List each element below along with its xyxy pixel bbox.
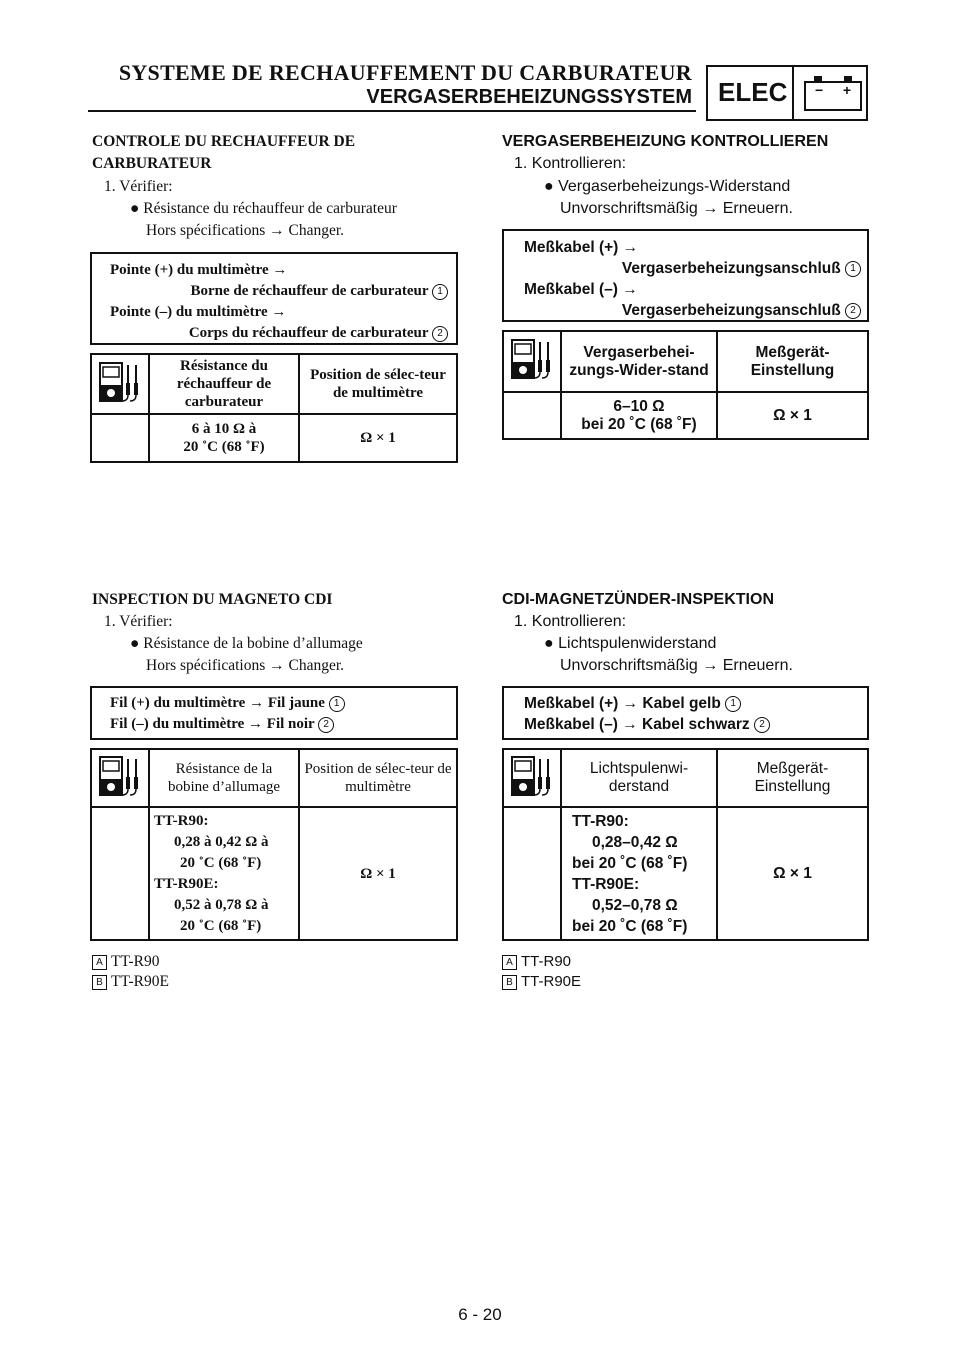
- bullet-item: ● Résistance du réchauffeur de carburateur: [130, 200, 397, 217]
- multimeter-icon: [503, 331, 561, 392]
- step-verify: 1. Vérifier:: [104, 178, 173, 195]
- col-header-setting: Position de sélec-teur de multimètre: [299, 354, 457, 414]
- callout-1: 1: [432, 284, 448, 300]
- battery-icon: − +: [804, 81, 862, 111]
- bullet-subtext: Unvorschriftsmäßig → Erneuern.: [560, 657, 793, 674]
- section-title-fr-carb: CONTROLE DU RECHAUFFEUR DE CARBURATEUR: [92, 133, 356, 172]
- page-number: 6 - 20: [458, 1305, 502, 1324]
- bullet-item: ● Lichtspulenwiderstand: [544, 635, 717, 652]
- resistance-value: 6 à 10 Ω à 20 ˚C (68 ˚F): [149, 414, 299, 462]
- section-label: ELEC: [718, 77, 788, 107]
- spec-table: [90, 353, 458, 463]
- callout-2: 2: [318, 717, 334, 733]
- multimeter-icon: [503, 749, 561, 807]
- spec-table: [90, 748, 458, 941]
- setting-value: Ω × 1: [717, 392, 868, 439]
- col-header-setting: Meßgerät-Einstellung: [717, 749, 868, 807]
- step-check: 1. Kontrollieren:: [514, 155, 627, 172]
- col-header-resistance: Lichtspulenwi-derstand: [561, 749, 717, 807]
- probe-box: Meßkabel (+) → Vergaserbeheizungsanschluß 1 Meßkabel (–) → Vergaserbeheizungsanschluß 2: [502, 229, 869, 322]
- col-header-resistance: Résistance de la bobine d’allumage: [149, 749, 299, 807]
- resistance-value: 6–10 Ω bei 20 ˚C (68 ˚F): [561, 392, 717, 439]
- header-title-fr: SYSTEME DE RECHAUFFEMENT DU CARBURATEUR: [118, 60, 692, 85]
- model-note-a: A TT-R90: [92, 951, 160, 973]
- multimeter-icon: [91, 354, 149, 414]
- bullet-subtext: Hors spécifications → Changer.: [146, 222, 345, 239]
- bullet-item: ● Résistance de la bobine d’allumage: [130, 635, 363, 652]
- probe-box: Meßkabel (+) → Kabel gelb 1 Meßkabel (–) → Kabel schwarz 2: [502, 686, 869, 740]
- col-header-resistance: Vergaserbehei-zungs-Wider-stand: [561, 331, 717, 392]
- step-check: 1. Kontrollieren:: [514, 613, 627, 630]
- bullet-item: ● Vergaserbeheizungs-Widerstand: [544, 178, 791, 195]
- callout-2: 2: [845, 303, 861, 319]
- step-verify: 1. Vérifier:: [104, 613, 173, 630]
- probe-box: Pointe (+) du multimètre → Borne de réchauffeur de carburateur 1 Pointe (–) du multimètre → Corps du réchauffeur de carburateur 2: [90, 252, 458, 345]
- model-note-b: B TT-R90E: [502, 971, 581, 993]
- badge-divider: [792, 67, 794, 119]
- probe-box: Fil (+) du multimètre → Fil jaune 1 Fil (–) du multimètre → Fil noir 2: [90, 686, 458, 740]
- spec-table: [502, 330, 869, 440]
- header-title-de: VERGASERBEHEIZUNGSSYSTEM: [366, 86, 692, 108]
- multimeter-icon: [91, 749, 149, 807]
- model-note-b: B TT-R90E: [92, 971, 169, 993]
- callout-2: 2: [754, 717, 770, 733]
- section-badge: [706, 65, 868, 121]
- setting-value: Ω × 1: [299, 807, 457, 940]
- setting-value: Ω × 1: [299, 414, 457, 462]
- spec-table: [502, 748, 869, 941]
- resistance-values: TT-R90: 0,28–0,42 Ω bei 20 ˚C (68 ˚F) TT-R90E: 0,52–0,78 Ω bei 20 ˚C (68 ˚F): [561, 807, 717, 940]
- callout-1: 1: [725, 696, 741, 712]
- bullet-subtext: Hors spécifications → Changer.: [146, 657, 345, 674]
- callout-1: 1: [329, 696, 345, 712]
- callout-1: 1: [845, 261, 861, 277]
- model-note-a: A TT-R90: [502, 951, 571, 973]
- setting-value: Ω × 1: [717, 807, 868, 940]
- section-title-fr-cdi: INSPECTION DU MAGNETO CDI: [92, 591, 333, 608]
- section-title-de-carb: VERGASERBEHEIZUNG KONTROLLIEREN: [502, 133, 829, 150]
- col-header-setting: Meßgerät-Einstellung: [717, 331, 868, 392]
- col-header-setting: Position de sélec-teur de multimètre: [299, 749, 457, 807]
- callout-2: 2: [432, 326, 448, 342]
- section-title-de-cdi: CDI-MAGNETZÜNDER-INSPEKTION: [502, 591, 774, 608]
- bullet-subtext: Unvorschriftsmäßig → Erneuern.: [560, 200, 793, 217]
- header-rule: [88, 110, 696, 112]
- resistance-values: TT-R90: 0,28 à 0,42 Ω à 20 ˚C (68 ˚F) TT-R90E: 0,52 à 0,78 Ω à 20 ˚C (68 ˚F): [149, 807, 299, 940]
- col-header-resistance: Résistance du réchauffeur de carburateur: [149, 354, 299, 414]
